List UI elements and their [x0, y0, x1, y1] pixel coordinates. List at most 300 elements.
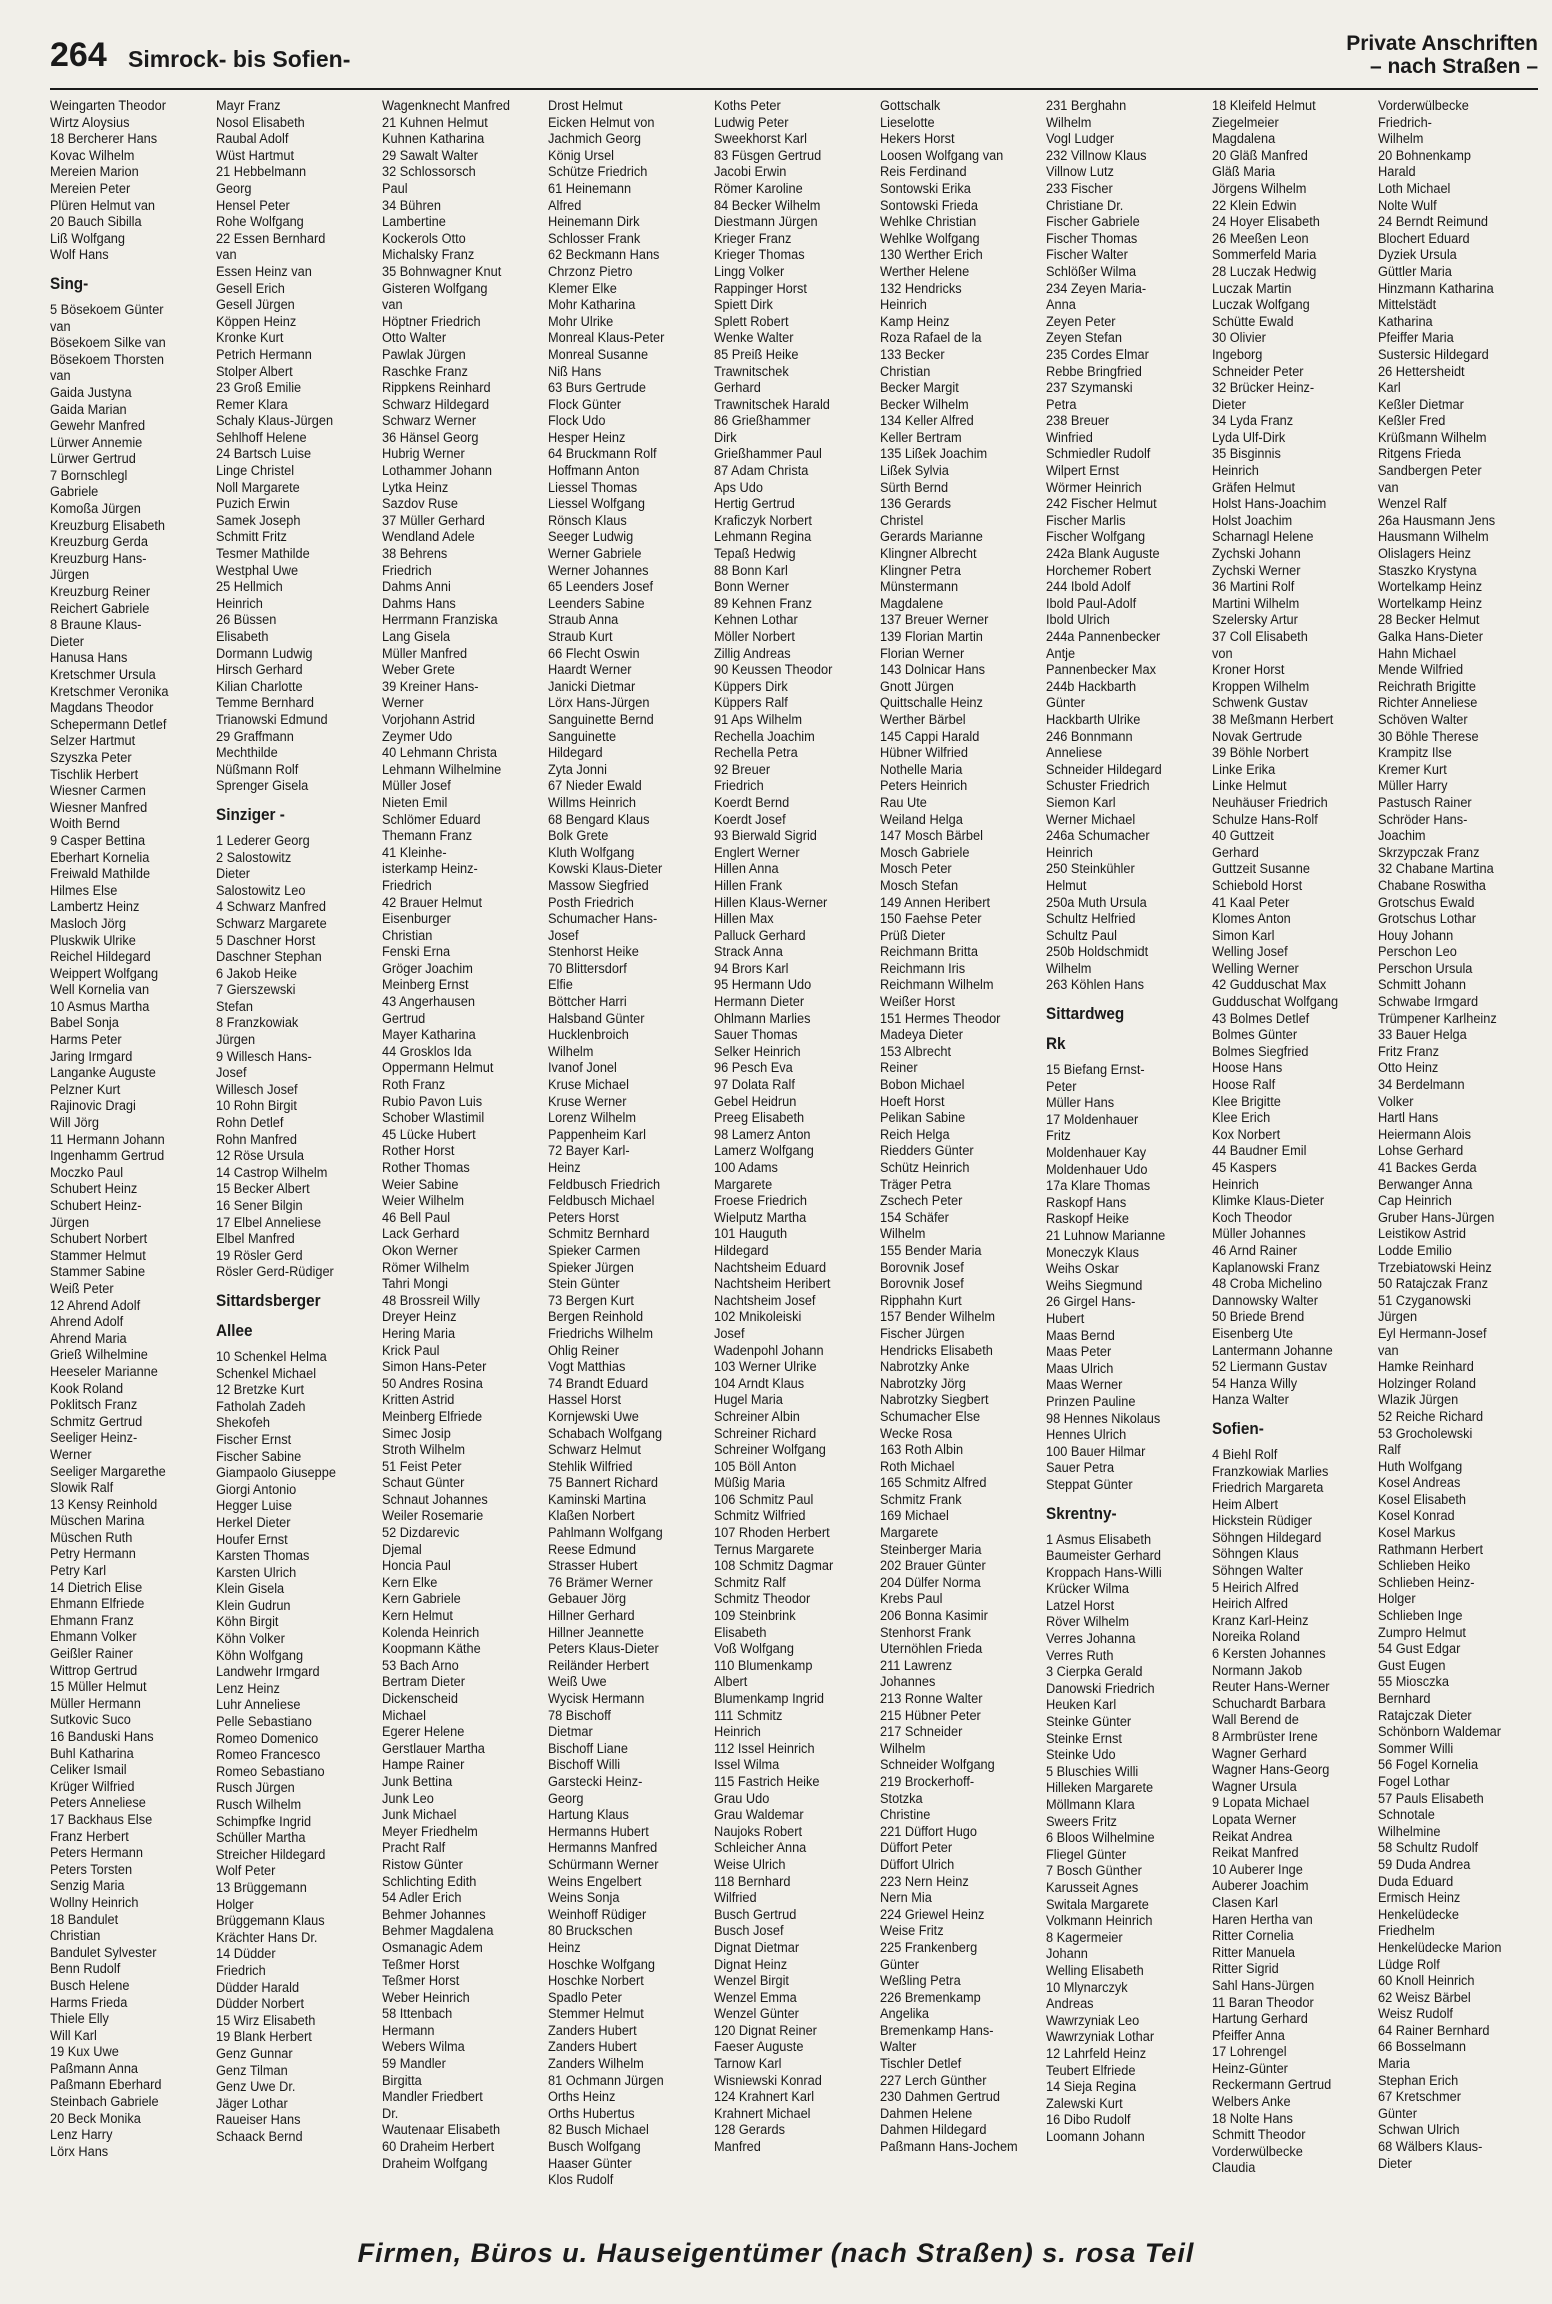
directory-entry: 35 Bohnwagner Knut: [382, 263, 502, 280]
directory-entry: Werner: [382, 695, 424, 712]
directory-entry: Ralf: [1378, 1442, 1401, 1459]
directory-entry: Reichmann Wilhelm: [880, 977, 994, 994]
directory-entry: Becker Margit: [880, 380, 959, 397]
directory-entry: Ehmann Franz: [50, 1612, 134, 1629]
directory-entry: Klein Gisela: [216, 1581, 285, 1598]
directory-entry: Selzer Hartmut: [50, 733, 136, 750]
directory-entry: 54 Hanza Willy: [1212, 1375, 1298, 1392]
directory-entry: Hausmann Wilhelm: [1378, 529, 1489, 546]
directory-entry: Lothammer Johann: [382, 463, 493, 480]
directory-entry: 29 Sawalt Walter: [382, 147, 479, 164]
directory-entry: Rohe Wolfgang: [216, 214, 304, 231]
directory-entry: Heuken Karl: [1046, 1697, 1117, 1714]
directory-entry: Bonn Werner: [714, 579, 790, 596]
directory-entry: Dignat Heinz: [714, 1956, 788, 1973]
directory-entry: Schmitt Fritz: [216, 529, 287, 546]
header-rule: [50, 88, 1538, 90]
directory-entry: Sanguinette: [548, 728, 617, 745]
directory-entry: 28 Luczak Hedwig: [1212, 263, 1317, 280]
directory-entry: 42 Gudduschat Max: [1212, 977, 1327, 994]
directory-entry: Gisteren Wolfgang: [382, 280, 488, 297]
directory-entry: Harms Frieda: [50, 1994, 128, 2011]
directory-entry: Weihs Siegmund: [1046, 1277, 1143, 1294]
directory-entry: Wollny Heinrich: [50, 1894, 139, 1911]
footer-note: Firmen, Büros u. Hauseigentümer (nach Straßen) s. rosa Teil: [357, 2238, 1195, 2268]
directory-entry: Heirich Alfred: [1212, 1596, 1288, 1613]
directory-entry: Hillner Jeannette: [548, 1624, 644, 1641]
directory-entry: Vorderwülbecke: [1212, 2143, 1303, 2160]
directory-entry: Nüßmann Rolf: [216, 761, 299, 778]
directory-entry: Galka Hans-Dieter: [1378, 629, 1484, 645]
directory-entry: Spieker Carmen: [548, 1242, 641, 1259]
directory-entry: 215 Hübner Peter: [880, 1707, 981, 1724]
directory-entry: 8 Kagermeier: [1046, 1929, 1123, 1946]
directory-entry: Elbel Manfred: [216, 1231, 295, 1248]
directory-entry: 92 Breuer: [714, 761, 771, 778]
directory-entry: Güttler Maria: [1378, 263, 1452, 280]
directory-entry: Hillen Max: [714, 911, 774, 928]
directory-entry: 46 Arnd Rainer: [1212, 1242, 1298, 1259]
directory-entry: 98 Hennes Nikolaus: [1046, 1410, 1161, 1427]
directory-entry: 26a Hausmann Jens: [1378, 512, 1496, 529]
directory-entry: Birgitta: [382, 2072, 422, 2089]
directory-entry: Klee Erich: [1212, 1110, 1271, 1127]
directory-entry: Grotschus Lothar: [1378, 911, 1476, 928]
directory-entry: Sürth Bernd: [880, 479, 949, 496]
directory-entry: Lodde Emilio: [1378, 1242, 1452, 1259]
directory-entry: Fischer Wolfgang: [1046, 529, 1146, 546]
directory-entry: Kretschmer Veronika: [50, 683, 169, 700]
directory-entry: Gabriele: [50, 484, 99, 501]
directory-entry: von: [1212, 645, 1233, 662]
directory-entry: Freiwald Mathilde: [50, 866, 151, 883]
directory-entry: Albert: [714, 1674, 748, 1691]
directory-entry: Jürgen: [1378, 1309, 1418, 1326]
directory-entry: Samek Joseph: [216, 512, 301, 529]
directory-entry: Switala Margarete: [1046, 1896, 1149, 1913]
directory-entry: Rau Ute: [880, 794, 927, 811]
directory-entry: Tepaß Hedwig: [714, 546, 796, 563]
directory-entry: Mende Wilfried: [1378, 662, 1464, 679]
directory-entry: 143 Dolnicar Hans: [880, 662, 986, 679]
directory-entry: Berwanger Anna: [1378, 1176, 1473, 1193]
directory-entry: 150 Faehse Peter: [880, 911, 982, 928]
directory-entry: Schüller Martha: [216, 1830, 306, 1847]
directory-entry: Weinhoff Rüdiger: [548, 1906, 647, 1923]
directory-entry: 163 Roth Albin: [880, 1442, 964, 1459]
directory-entry: Winfried: [1046, 429, 1093, 446]
directory-entry: Sazdov Ruse: [382, 496, 458, 513]
directory-entry: 9 Casper Bettina: [50, 832, 146, 849]
directory-entry: Teubert Elfriede: [1046, 2062, 1136, 2079]
directory-entry: Holger: [1378, 1591, 1416, 1608]
directory-entry: Fischer Walter: [1046, 247, 1128, 264]
directory-entry: Ivanof Jonel: [548, 1060, 617, 1077]
directory-entry: Wilhelm: [1046, 960, 1092, 977]
directory-entry: 18 Nolte Hans: [1212, 2110, 1293, 2127]
directory-entry: Welling Elisabeth: [1046, 1962, 1144, 1979]
directory-entry: 68 Wälbers Klaus-: [1378, 2139, 1483, 2156]
directory-entry: Reichmann Iris: [880, 960, 966, 977]
directory-entry: 226 Bremenkamp: [880, 1989, 981, 2006]
directory-entry: Fliegel Günter: [1046, 1846, 1127, 1863]
directory-entry: 30 Olivier: [1212, 330, 1266, 347]
directory-entry: 53 Grocholewski: [1378, 1425, 1473, 1442]
directory-entry: Kox Norbert: [1212, 1126, 1281, 1143]
directory-entry: Franz Herbert: [50, 1828, 129, 1845]
directory-entry: Sehlhoff Helene: [216, 429, 307, 446]
directory-entry: Schiebold Horst: [1212, 877, 1303, 894]
directory-entry: Gerhard: [714, 380, 761, 397]
directory-entry: Wenzel Emma: [714, 1989, 797, 2006]
directory-entry: 45 Kaspers: [1212, 1160, 1277, 1176]
directory-entry: Teßmer Horst: [382, 1956, 460, 1973]
directory-entry: 29 Graffmann: [216, 728, 294, 745]
directory-entry: Flock Udo: [548, 413, 606, 430]
directory-entry: 54 Gust Edgar: [1378, 1641, 1461, 1658]
directory-entry: 48 Croba Michelino: [1212, 1276, 1323, 1293]
directory-entry: Lohse Gerhard: [1378, 1143, 1464, 1160]
directory-entry: Schöven Walter: [1378, 711, 1468, 728]
directory-entry: Englert Werner: [714, 844, 800, 861]
directory-entry: 70 Blittersdorf: [548, 960, 627, 977]
directory-entry: Ehmann Volker: [50, 1629, 137, 1646]
directory-entry: Werther Helene: [880, 263, 970, 280]
directory-entry: König Ursel: [548, 147, 615, 164]
directory-entry: Klemer Elke: [548, 280, 617, 297]
directory-entry: Moldenhauer Udo: [1046, 1161, 1148, 1178]
directory-entry: Will Jörg: [50, 1115, 99, 1132]
directory-entry: Thiele Elly: [50, 2011, 109, 2028]
directory-entry: 10 Schenkel Helma: [216, 1348, 327, 1365]
directory-entry: Pelikan Sabine: [880, 1110, 966, 1127]
directory-entry: Peters Horst: [548, 1209, 619, 1226]
directory-entry: Wecke Rosa: [880, 1425, 953, 1442]
directory-entry: Ohlig Reiner: [548, 1342, 619, 1359]
directory-entry: 7 Bornschlegl: [50, 467, 128, 484]
directory-entry: Fischer Sabine: [216, 1448, 302, 1465]
directory-entry: Mittelstädt: [1378, 297, 1437, 314]
directory-entry: Feldbusch Michael: [548, 1193, 655, 1210]
directory-entry: Nabrotzky Siegbert: [880, 1392, 989, 1409]
directory-entry: Wilhelm: [880, 1226, 926, 1243]
directory-entry: Lißek Sylvia: [880, 463, 949, 480]
directory-entry: 104 Arndt Klaus: [714, 1375, 805, 1392]
column-2: [216, 98, 358, 2188]
directory-entry: Hugel Maria: [714, 1392, 783, 1409]
directory-entry: 39 Böhle Norbert: [1212, 745, 1309, 762]
directory-entry: 165 Schmitz Alfred: [880, 1475, 987, 1492]
directory-entry: Gröger Joachim: [382, 960, 473, 977]
directory-entry: Magdalene: [880, 595, 944, 612]
directory-entry: van: [50, 368, 71, 385]
directory-entry: Kehnen Lothar: [714, 612, 798, 629]
directory-entry: Babel Sonja: [50, 1015, 119, 1032]
directory-entry: Rönsch Klaus: [548, 512, 627, 529]
directory-entry: 23 Groß Emilie: [216, 380, 302, 397]
directory-entry: 118 Bernhard: [714, 1873, 791, 1890]
directory-entry: Blumenkamp Ingrid: [714, 1691, 825, 1707]
directory-entry: Roth Michael: [880, 1458, 955, 1475]
directory-entry: 20 Gläß Manfred: [1212, 147, 1308, 164]
directory-entry: Genz Uwe Dr.: [216, 2079, 296, 2096]
directory-entry: Luczak Wolfgang: [1212, 297, 1310, 314]
directory-entry: 132 Hendricks: [880, 280, 962, 297]
directory-entry: 83 Füsgen Gertrud: [714, 147, 822, 164]
directory-entry: 5 Bluschies Willi: [1046, 1763, 1139, 1780]
street-heading: Rk: [1046, 1034, 1066, 1054]
directory-entry: Hinzmann Katharina: [1378, 280, 1494, 297]
directory-entry: Hekers Horst: [880, 131, 955, 148]
directory-entry: 250b Holdschmidt: [1046, 944, 1149, 961]
directory-entry: Stehlik Wilfried: [548, 1458, 633, 1475]
directory-entry: Dahms Anni: [382, 579, 451, 596]
directory-entry: Weißer Horst: [880, 994, 955, 1011]
directory-entry: Georg: [548, 1790, 584, 1807]
directory-entry: Dieter: [1378, 2155, 1413, 2172]
directory-entry: Kroppen Wilhelm: [1212, 678, 1310, 695]
directory-entry: van: [1378, 479, 1399, 496]
directory-entry: 16 Banduski Hans: [50, 1729, 154, 1745]
directory-entry: Steinke Günter: [1046, 1714, 1132, 1731]
directory-entry: Krieger Franz: [714, 230, 792, 247]
directory-entry: 20 Bauch Sibilla: [50, 214, 142, 231]
directory-entry: Schwarz Werner: [382, 413, 477, 430]
directory-entry: Monreal Susanne: [548, 346, 649, 363]
directory-entry: Schultz Helfried: [1046, 911, 1136, 928]
directory-entry: isterkamp Heinz-: [382, 861, 478, 878]
directory-entry: Claudia: [1212, 2160, 1256, 2177]
directory-entry: Jürgen: [216, 1032, 256, 1049]
directory-entry: Rother Horst: [382, 1143, 455, 1160]
directory-entry: Otto Walter: [382, 330, 447, 347]
directory-entry: Heeseler Marianne: [50, 1363, 158, 1380]
directory-entry: Junk Bettina: [382, 1773, 453, 1790]
directory-entry: Straub Kurt: [548, 629, 613, 645]
directory-entry: Schmitz Frank: [880, 1491, 962, 1508]
directory-entry: Schwarz Margarete: [216, 915, 327, 932]
directory-entry: Welling Werner: [1212, 960, 1299, 977]
directory-entry: Steinke Ernst: [1046, 1730, 1122, 1747]
directory-entry: Reichrath Brigitte: [1378, 678, 1476, 695]
directory-entry: Loosen Wolfgang van: [880, 147, 1004, 164]
directory-entry: Petra: [1046, 396, 1077, 413]
directory-entry: Jäger Lothar: [216, 2095, 288, 2112]
directory-entry: Jörgens Wilhelm: [1212, 180, 1307, 197]
directory-entry: Zillig Andreas: [714, 645, 791, 662]
directory-entry: Behmer Magdalena: [382, 1923, 494, 1940]
directory-entry: Kreuzburg Gerda: [50, 534, 148, 551]
directory-entry: Reikat Manfred: [1212, 1845, 1299, 1862]
directory-entry: Schwabe Irmgard: [1378, 994, 1479, 1011]
column-5: [714, 98, 856, 2188]
directory-entry: Meinberg Elfriede: [382, 1408, 483, 1425]
directory-entry: Gottschalk: [880, 98, 941, 114]
directory-entry: Gläß Maria: [1212, 164, 1276, 181]
directory-entry: Pelzner Kurt: [50, 1081, 121, 1098]
directory-entry: Dahms Hans: [382, 595, 456, 612]
directory-entry: Bergen Reinhold: [548, 1309, 644, 1326]
directory-entry: Plüren Helmut van: [50, 197, 156, 214]
directory-entry: Lingg Volker: [714, 263, 785, 280]
directory-entry: Auberer Joachim: [1212, 1878, 1309, 1895]
directory-entry: 149 Annen Heribert: [880, 894, 991, 911]
directory-entry: 230 Dahmen Gertrud: [880, 2089, 1000, 2106]
directory-entry: Schlömer Eduard: [382, 811, 481, 828]
directory-entry: Draheim Wolfgang: [382, 2155, 488, 2172]
directory-entry: 50 Andres Rosina: [382, 1375, 483, 1392]
directory-entry: 74 Brandt Eduard: [548, 1375, 649, 1392]
directory-entry: 26 Meeßen Leon: [1212, 230, 1309, 247]
directory-entry: Magdalena: [1212, 131, 1276, 148]
directory-entry: Heinz: [548, 1939, 581, 1956]
directory-entry: Bösekoem Thorsten: [50, 351, 165, 368]
directory-entry: Schneider Wolfgang: [880, 1757, 995, 1774]
directory-entry: van: [50, 318, 71, 335]
directory-entry: Fenski Erna: [382, 944, 451, 961]
directory-entry: Kronke Kurt: [216, 330, 284, 347]
directory-entry: Schlößer Wilma: [1046, 263, 1137, 280]
directory-entry: Webers Wilma: [382, 2039, 465, 2056]
directory-entry: Kruse Werner: [548, 1093, 627, 1110]
directory-entry: Wagner Ursula: [1212, 1778, 1297, 1795]
directory-entry: Wenzel Ralf: [1378, 496, 1447, 513]
directory-entry: Daschner Stephan: [216, 949, 322, 966]
directory-entry: Romeo Sebastiano: [216, 1763, 325, 1780]
directory-entry: Madeya Dieter: [880, 1027, 964, 1044]
directory-entry: Lang Gisela: [382, 629, 451, 645]
directory-entry: Schreiner Richard: [714, 1425, 817, 1442]
section-title: [1346, 32, 1538, 78]
directory-entry: Klee Brigitte: [1212, 1093, 1281, 1110]
directory-entry: Stammer Helmut: [50, 1247, 146, 1264]
directory-entry: 41 Kleinhe-: [382, 844, 447, 861]
directory-entry: Weiß Peter: [50, 1280, 114, 1297]
directory-entry: Nothelle Maria: [880, 761, 963, 778]
directory-entry: 135 Lißek Joachim: [880, 446, 988, 463]
directory-entry: Johannes: [880, 1674, 936, 1691]
directory-entry: Krieger Thomas: [714, 247, 805, 264]
directory-entry: Rohn Manfred: [216, 1131, 297, 1148]
directory-entry: Schlieben Inge: [1378, 1608, 1463, 1625]
directory-entry: Maria: [1378, 2056, 1410, 2073]
directory-entry: Pelle Sebastiano: [216, 1714, 312, 1731]
directory-entry: Rippkens Reinhard: [382, 380, 491, 397]
directory-entry: 25 Hellmich: [216, 579, 283, 596]
directory-entry: Hassel Horst: [548, 1392, 622, 1409]
directory-entry: Giorgi Antonio: [216, 1481, 297, 1498]
directory-entry: Klein Gudrun: [216, 1597, 291, 1614]
directory-entry: Perschon Ursula: [1378, 960, 1473, 977]
directory-entry: Hackbarth Ulrike: [1046, 711, 1141, 728]
directory-entry: Dieter: [216, 866, 251, 883]
directory-entry: Spiett Dirk: [714, 297, 773, 314]
directory-entry: Kosel Elisabeth: [1378, 1491, 1467, 1508]
directory-entry: Angelika: [880, 2006, 929, 2023]
directory-entry: 128 Gerards: [714, 2122, 785, 2139]
directory-entry: Orths Heinz: [548, 2089, 616, 2106]
directory-entry: Krampitz Ilse: [1378, 745, 1452, 762]
directory-entry: Poklitsch Franz: [50, 1397, 138, 1414]
directory-entry: Hilmes Else: [50, 882, 118, 899]
directory-entry: Latzel Horst: [1046, 1597, 1115, 1614]
directory-entry: Söhngen Hildegard: [1212, 1529, 1322, 1546]
directory-entry: 169 Michael: [880, 1508, 949, 1525]
directory-entry: Krächter Hans Dr.: [216, 1929, 318, 1946]
directory-entry: Weippert Wolfgang: [50, 965, 159, 982]
directory-entry: 38 Behrens: [382, 546, 448, 563]
directory-entry: 51 Czyganowski: [1378, 1292, 1471, 1309]
directory-entry: Georg: [216, 180, 252, 197]
directory-entry: 18 Bercherer Hans: [50, 131, 158, 148]
directory-entry: Dirk: [714, 429, 737, 446]
directory-entry: Brüggemann Klaus: [216, 1913, 325, 1930]
directory-entry: Hillen Klaus-Werner: [714, 894, 828, 911]
directory-entry: Weier Wilhelm: [382, 1193, 465, 1210]
directory-entry: Kroppach Hans-Willi: [1046, 1564, 1162, 1581]
directory-entry: Ternus Margarete: [714, 1541, 815, 1558]
directory-entry: Komoßa Jürgen: [50, 501, 141, 518]
directory-entry: Schaut Günter: [382, 1475, 465, 1492]
directory-entry: Wenke Walter: [714, 330, 794, 347]
directory-entry: Strasser Hubert: [548, 1558, 638, 1575]
directory-entry: Schröder Hans-: [1378, 811, 1468, 828]
directory-entry: Hartl Hans: [1378, 1110, 1439, 1127]
directory-entry: Schütz Heinrich: [880, 1160, 970, 1176]
directory-entry: 26 Büssen: [216, 612, 277, 629]
directory-entry: 1 Asmus Elisabeth: [1046, 1531, 1152, 1548]
column-9: [1378, 98, 1520, 2188]
directory-entry: Haren Hertha van: [1212, 1911, 1313, 1928]
directory-entry: Pawlak Jürgen: [382, 346, 466, 363]
directory-entry: 32 Chabane Martina: [1378, 861, 1494, 878]
directory-entry: Gebel Heidrun: [714, 1093, 797, 1110]
directory-entry: 61 Heinemann: [548, 180, 632, 197]
directory-entry: Novak Gertrude: [1212, 728, 1303, 745]
directory-entry: Weier Sabine: [382, 1176, 459, 1193]
directory-entry: Lamerz Wolfgang: [714, 1143, 814, 1160]
directory-entry: 224 Griewel Heinz: [880, 1906, 985, 1923]
directory-entry: Halsband Günter: [548, 1010, 645, 1027]
directory-entry: Giampaolo Giuseppe: [216, 1465, 336, 1482]
directory-entry: Posth Friedrich: [548, 894, 634, 911]
directory-entry: Düffort Ulrich: [880, 1856, 955, 1873]
directory-entry: Lorenz Wilhelm: [548, 1110, 637, 1127]
directory-entry: Zanders Hubert: [548, 2039, 637, 2056]
directory-entry: 235 Cordes Elmar: [1046, 346, 1149, 363]
directory-entry: 11 Baran Theodor: [1212, 1994, 1314, 2011]
directory-entry: Schaly Klaus-Jürgen: [216, 413, 334, 430]
directory-entry: 14 Sieja Regina: [1046, 2079, 1137, 2096]
directory-entry: Borovnik Josef: [880, 1276, 964, 1293]
directory-entry: Antje: [1046, 645, 1076, 662]
directory-entry: Jürgen: [50, 567, 90, 584]
directory-entry: Rebbe Bringfried: [1046, 363, 1142, 380]
directory-entry: Harms Peter: [50, 1032, 122, 1049]
directory-entry: Kaplanowski Franz: [1212, 1259, 1320, 1276]
directory-entry: Johann: [1046, 1946, 1088, 1963]
directory-entry: Krücker Wilma: [1046, 1581, 1130, 1598]
directory-entry: 10 Auberer Inge: [1212, 1861, 1303, 1878]
directory-entry: Friedrich: [216, 1962, 266, 1979]
directory-entry: 97 Dolata Ralf: [714, 1077, 795, 1094]
directory-entry: Gertrud: [382, 1010, 426, 1027]
directory-entry: Borovnik Josef: [880, 1259, 964, 1276]
directory-entry: Genz Tilman: [216, 2062, 288, 2079]
directory-entry: Fischer Ernst: [216, 1431, 292, 1448]
directory-entry: Elfie: [548, 977, 573, 994]
directory-entry: Gaida Marian: [50, 401, 127, 418]
